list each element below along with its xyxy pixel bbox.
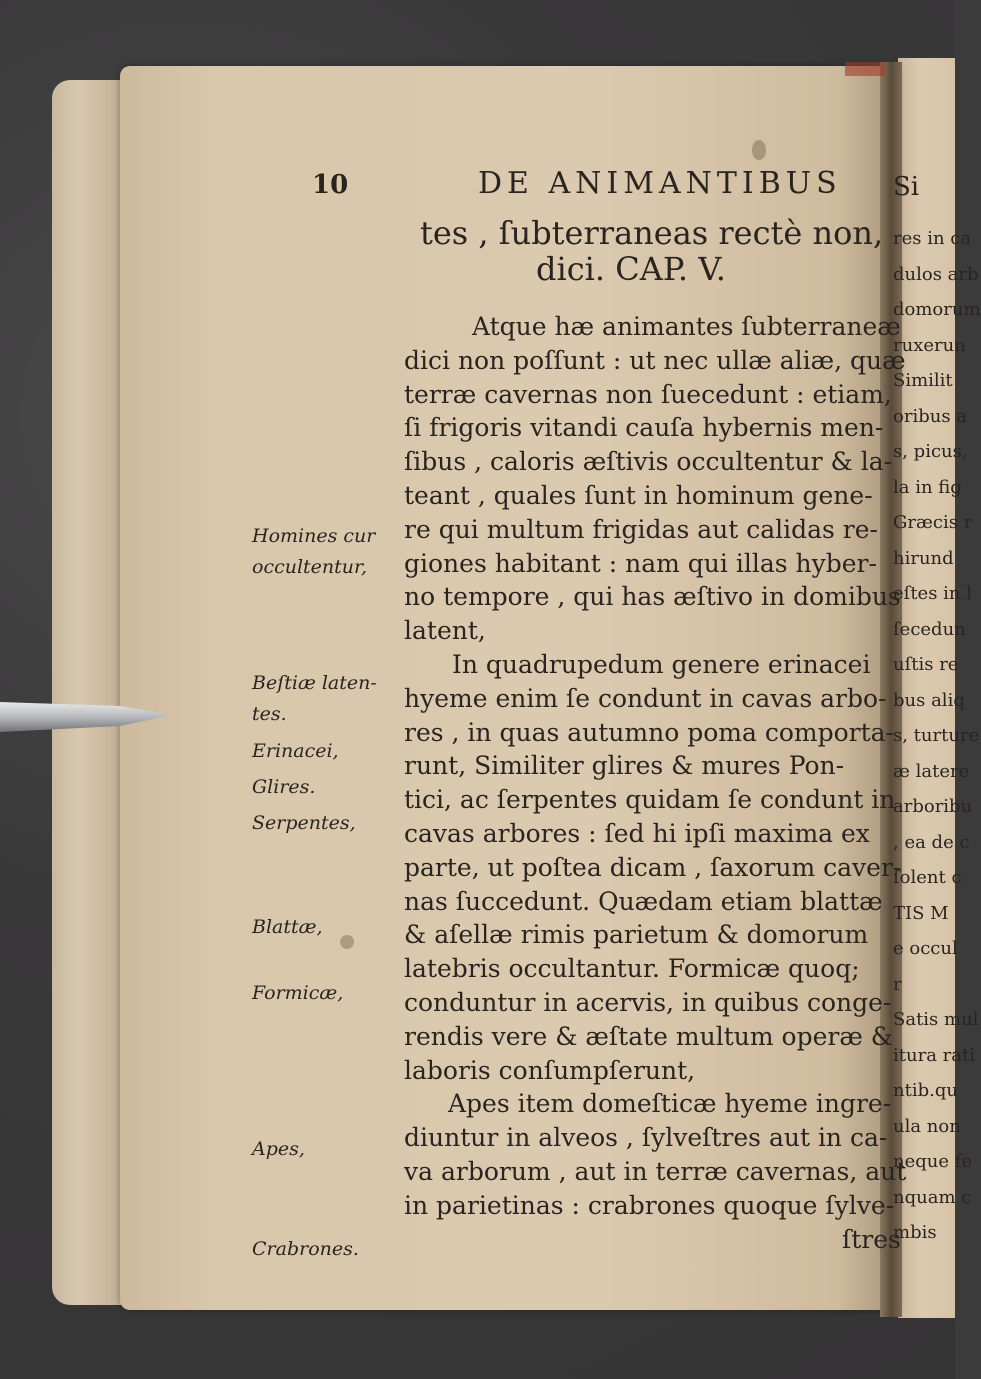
text-line: teant , quales ſunt in hominum gene- [404, 481, 873, 510]
knife-blade-icon [0, 700, 175, 734]
text-line: tici, ac ſerpentes quidam ſe condunt in [404, 785, 896, 815]
facing-page-fragment: dulos arb [893, 263, 979, 285]
facing-page-fragment: neque fe [893, 1151, 973, 1172]
margin-note: Serpentes, [252, 812, 356, 834]
text-line: terræ cavernas non ſuecedunt : etiam, [404, 379, 892, 409]
margin-note: Beſtiæ laten- [252, 672, 377, 694]
text-line: re qui multum frigidas aut calidas re- [404, 514, 878, 544]
facing-page-fragment: ſolent c [893, 867, 962, 888]
running-head: DE ANIMANTIBUS [478, 166, 842, 201]
text-line: latebris occultantur. Formicæ quoq; [404, 954, 860, 984]
facing-page-fragment: oribus a [893, 405, 968, 427]
margin-note: Glires. [252, 776, 316, 798]
margin-note: occultentur, [252, 556, 368, 578]
text-line: no tempore , qui has æſtivo in domibus [404, 582, 901, 612]
facing-page-fragment: æ latere [893, 760, 970, 782]
facing-page-fragment: la in fig [893, 476, 962, 498]
facing-page-fragment: Satis mul [893, 1009, 979, 1030]
text-line: in parietinas : crabrones quoque ſylve- [404, 1190, 895, 1220]
text-line: va arborum , aut in terræ cavernas, aut [404, 1157, 907, 1186]
facing-page-fragment: bus aliq [893, 689, 965, 711]
text-line: runt, Similiter glires & mures Pon- [404, 751, 845, 781]
text-line: & aſellæ rimis parietum & domorum [404, 920, 869, 950]
text-line: parte, ut poſtea dicam , ſaxorum caver- [404, 852, 902, 882]
text-line: laboris conſumpſerunt, [404, 1055, 696, 1085]
ink-stain [752, 140, 766, 160]
margin-note: Apes, [252, 1138, 305, 1160]
facing-page-fragment: ntib.qu [893, 1080, 958, 1101]
facing-page-fragment: eſtes in l [893, 583, 972, 604]
facing-page-fragment: r [893, 973, 902, 995]
facing-page-fragment: s, picus, [893, 441, 968, 462]
facing-page-fragment: ruxerun [893, 334, 966, 356]
chapter-title-line-1: tes , ſubterraneas rectè non, [420, 214, 884, 252]
binding-thread [845, 62, 885, 76]
text-line: Atque hæ animantes ſubterraneæ [472, 312, 901, 341]
facing-page-fragment: res in ca [893, 228, 972, 249]
margin-note: Blattæ, [252, 916, 323, 938]
facing-page-fragment: mbis [893, 1222, 937, 1243]
margin-note: Erinacei, [252, 740, 339, 762]
page-number: 10 [312, 170, 349, 200]
text-line: dici non poſſunt : ut nec ullæ aliæ, quæ [404, 345, 906, 375]
facing-page-fragment: ula non [893, 1115, 961, 1137]
facing-page-fragment: domorum [893, 299, 981, 320]
facing-page-fragment: nquam c [893, 1186, 972, 1208]
text-line: hyeme enim ſe condunt in cavas arbo- [404, 683, 887, 713]
text-line: ſibus , caloris æſtivis occultentur & la- [404, 447, 893, 477]
text-line: Apes item domeſticæ hyeme ingre- [448, 1089, 892, 1119]
margin-note: Homines cur [252, 525, 376, 547]
facing-page-fragment: Si [893, 172, 920, 202]
facing-page-fragment: Græcis r [893, 512, 973, 533]
facing-page-fragment: uſtis re [893, 654, 959, 675]
text-line: ſi frigoris vitandi cauſa hybernis men- [404, 413, 884, 443]
text-line: conduntur in acervis, in quibus conge- [404, 988, 892, 1017]
facing-page-fragment: s, turture [893, 725, 980, 746]
facing-page-fragment: e occul [893, 938, 958, 959]
text-line: res , in quas autumno poma comporta- [404, 717, 894, 747]
facing-page-fragment: Similit [893, 370, 953, 391]
text-line: giones habitant : nam qui illas hyber- [404, 548, 877, 578]
margin-note: Formicæ, [252, 982, 344, 1004]
ink-stain [340, 935, 354, 949]
text-line: rendis vere & æſtate multum operæ & [404, 1021, 894, 1051]
text-line: ſtres [842, 1224, 901, 1254]
facing-page-fragment: ſecedun [893, 618, 966, 640]
margin-note: Crabrones. [252, 1238, 359, 1260]
facing-page-fragment: arboribu [893, 796, 973, 817]
facing-page-fragment: itura rati [893, 1044, 975, 1066]
text-line: latent, [404, 616, 486, 646]
margin-note: tes. [252, 703, 287, 725]
facing-page-fragment: , ea de c [893, 831, 970, 853]
text-line: cavas arbores : ſed hi ipſi maxima ex [404, 819, 870, 848]
text-line: In quadrupedum genere erinacei [452, 650, 871, 679]
facing-page-fragment: TIS M [893, 902, 949, 924]
text-line: diuntur in alveos , ſylveſtres aut in ca- [404, 1123, 888, 1153]
text-line: nas ſuccedunt. Quædam etiam blattæ [404, 886, 883, 916]
chapter-title-line-2: dici. CAP. V. [536, 250, 726, 288]
facing-page-fragment: hirund [893, 547, 954, 569]
